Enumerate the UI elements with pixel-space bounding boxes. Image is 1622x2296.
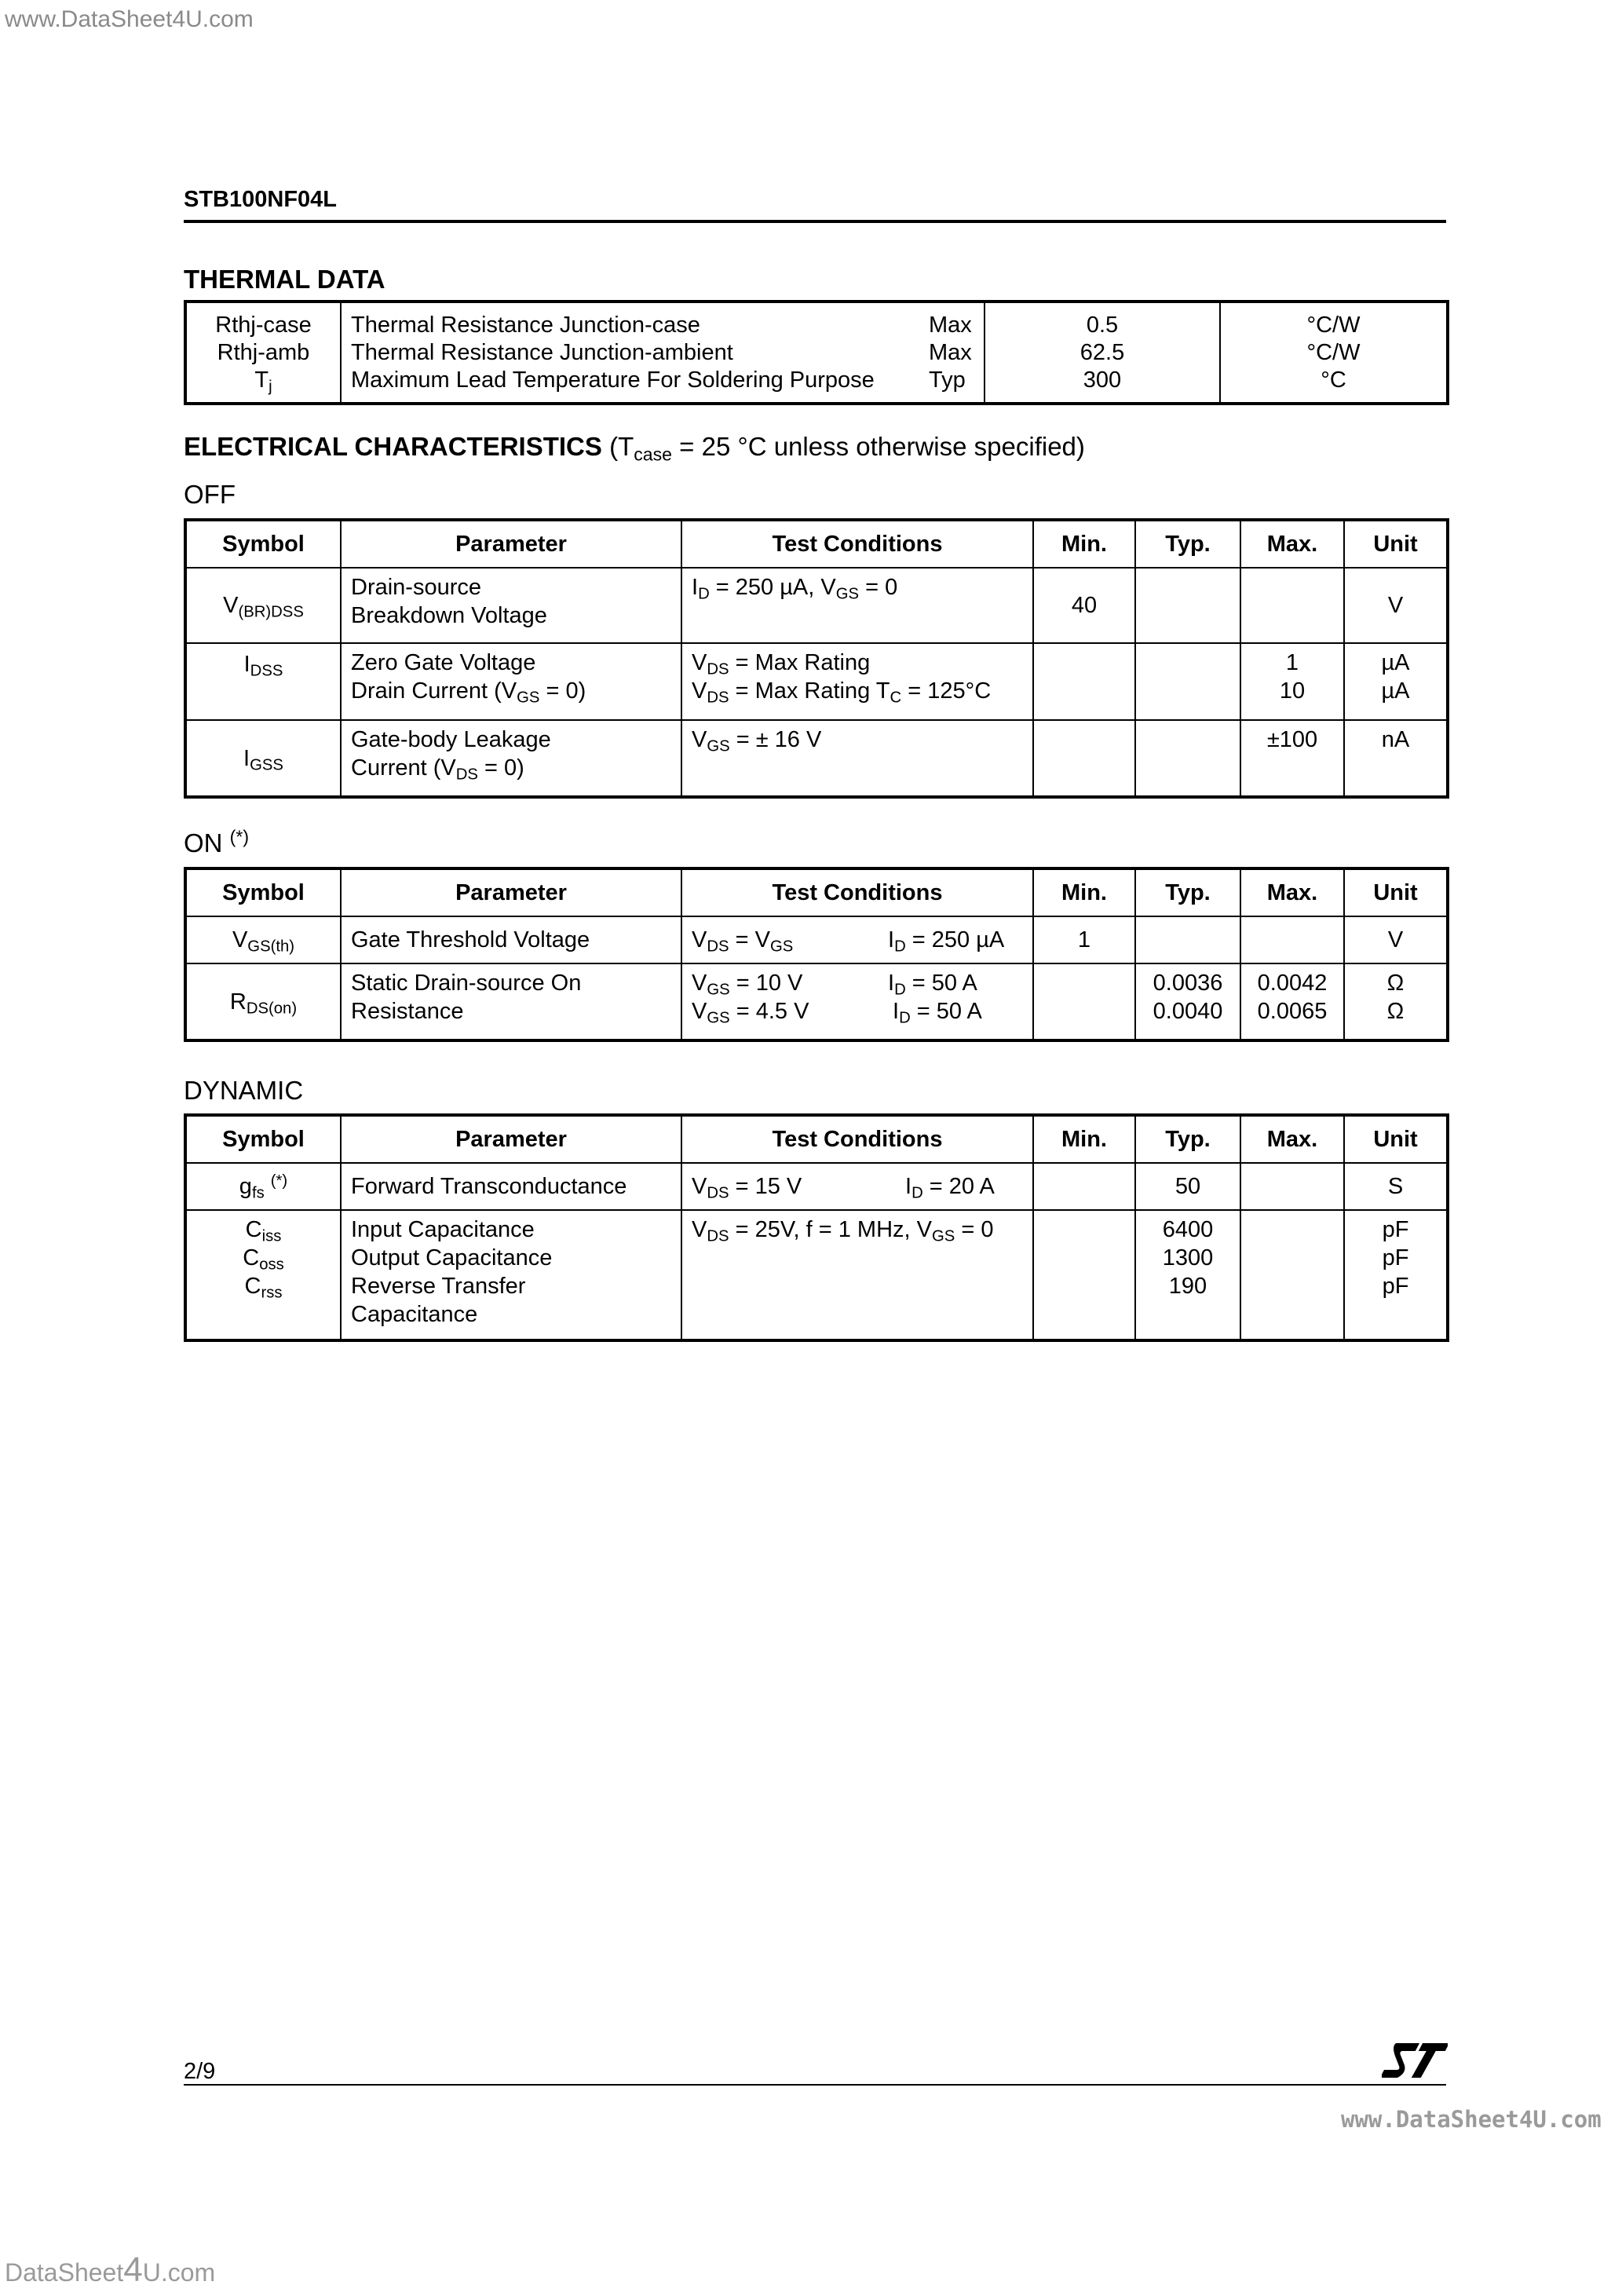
- col-unit: Unit: [1344, 868, 1448, 916]
- table-row: [185, 916, 1448, 963]
- conditions-cell: $V_{DS}$ = Max Rating $V_{DS}$ = Max Rating $T_C = 125^\circ C$: [681, 643, 1033, 720]
- col-max: Max.: [1240, 868, 1344, 916]
- page-number: 2/9: [184, 2059, 216, 2084]
- unit-cell: Ω Ω: [1344, 963, 1448, 1040]
- footer-rule: [184, 2084, 1446, 2086]
- parameter-cell: Gate-body Leakage Current $(V_{DS} = 0)$: [341, 720, 681, 797]
- col-max: Max.: [1240, 520, 1344, 568]
- watermark-bottom: DataSheet4U.com: [5, 2250, 216, 2289]
- symbol-cell: $R_{DS(on)}$: [185, 963, 341, 1040]
- col-test-conditions: Test Conditions: [681, 1115, 1033, 1163]
- parameter-cell: Input Capacitance Output Capacitance Reverse Transfer Capacitance: [341, 1210, 681, 1340]
- max-cell: [1240, 1210, 1344, 1340]
- col-max: Max.: [1240, 1115, 1344, 1163]
- dynamic-header-row: [185, 1115, 1448, 1163]
- col-symbol: Symbol: [185, 868, 341, 916]
- unit-cell: S: [1344, 1163, 1448, 1210]
- max-cell: 0.0042 0.0065: [1240, 963, 1344, 1040]
- col-unit: Unit: [1344, 520, 1448, 568]
- symbol-cell: $I_{GSS}$: [185, 720, 341, 797]
- dynamic-title: DYNAMIC: [184, 1076, 304, 1105]
- symbol-cell: $V_{GS(th)}$: [185, 916, 341, 963]
- max-cell: [1240, 1163, 1344, 1210]
- conditions-cell: $V_{DS} = 15$ V $I_D = 20$ A: [681, 1163, 1033, 1210]
- thermal-units: °C/W °C/W °C: [1220, 302, 1448, 404]
- min-cell: 40: [1033, 568, 1135, 643]
- col-unit: Unit: [1344, 1115, 1448, 1163]
- symbol-cell: $C_{iss}$ $C_{oss}$ $C_{rss}$: [185, 1210, 341, 1340]
- col-typ: Typ.: [1135, 1115, 1240, 1163]
- typ-cell: [1135, 568, 1240, 643]
- min-cell: [1033, 963, 1135, 1040]
- table-row: [185, 643, 1448, 720]
- header-rule: [184, 220, 1446, 223]
- col-parameter: Parameter: [341, 520, 681, 568]
- unit-cell: µA µA: [1344, 643, 1448, 720]
- thermal-symbols: Rthj-case Rthj-amb $T_j$: [185, 302, 341, 404]
- conditions-cell: $V_{GS} = 10$ V $I_D = 50$ A $V_{GS} = 4.5$ V $I_D = 50$ A: [681, 963, 1033, 1040]
- min-cell: [1033, 1210, 1135, 1340]
- min-cell: [1033, 1163, 1135, 1210]
- watermark-right: www.DataSheet4U.com: [1341, 2106, 1602, 2133]
- max-cell: [1240, 568, 1344, 643]
- watermark-top: www.DataSheet4U.com: [5, 6, 254, 32]
- symbol-cell: $g_{fs}$ (*): [185, 1163, 341, 1210]
- col-symbol: Symbol: [185, 520, 341, 568]
- col-parameter: Parameter: [341, 1115, 681, 1163]
- unit-cell: nA: [1344, 720, 1448, 797]
- parameter-cell: Static Drain-source On Resistance: [341, 963, 681, 1040]
- conditions-cell: $V_{DS} = 25V$, f = 1 MHz, $V_{GS} = 0$: [681, 1210, 1033, 1340]
- col-typ: Typ.: [1135, 520, 1240, 568]
- dynamic-table: [184, 1113, 1449, 1342]
- parameter-cell: Gate Threshold Voltage: [341, 916, 681, 963]
- min-cell: [1033, 643, 1135, 720]
- col-min: Min.: [1033, 868, 1135, 916]
- symbol-cell: $I_{DSS}$: [185, 643, 341, 720]
- parameter-cell: Drain-source Breakdown Voltage: [341, 568, 681, 643]
- min-cell: [1033, 720, 1135, 797]
- conditions-cell: $V_{GS}$ = ± 16 V: [681, 720, 1033, 797]
- col-min: Min.: [1033, 1115, 1135, 1163]
- off-title: OFF: [184, 480, 236, 509]
- table-row: [185, 568, 1448, 643]
- table-row: [185, 963, 1448, 1040]
- unit-cell: V: [1344, 568, 1448, 643]
- col-parameter: Parameter: [341, 868, 681, 916]
- col-typ: Typ.: [1135, 868, 1240, 916]
- off-header-row: [185, 520, 1448, 568]
- on-title: ON (*): [184, 826, 250, 857]
- st-logo: [1382, 2038, 1448, 2082]
- unit-cell: V: [1344, 916, 1448, 963]
- parameter-cell: Zero Gate Voltage Drain Current $(V_{GS} = 0)$: [341, 643, 681, 720]
- max-cell: 1 10: [1240, 643, 1344, 720]
- thermal-values: 0.5 62.5 300: [985, 302, 1220, 404]
- min-cell: 1: [1033, 916, 1135, 963]
- typ-cell: [1135, 643, 1240, 720]
- table-row: [185, 720, 1448, 797]
- typ-cell: 6400 1300 190: [1135, 1210, 1240, 1340]
- on-table: [184, 867, 1449, 1042]
- typ-cell: [1135, 720, 1240, 797]
- max-cell: ±100: [1240, 720, 1344, 797]
- off-table: [184, 518, 1449, 799]
- table-row: [185, 1210, 1448, 1340]
- conditions-cell: $V_{DS} = V_{GS}$ $I_D = 250$ µA: [681, 916, 1033, 963]
- typ-cell: 50: [1135, 1163, 1240, 1210]
- col-min: Min.: [1033, 520, 1135, 568]
- thermal-table: [184, 300, 1449, 405]
- col-test-conditions: Test Conditions: [681, 868, 1033, 916]
- typ-cell: 0.0036 0.0040: [1135, 963, 1240, 1040]
- typ-cell: [1135, 916, 1240, 963]
- thermal-title: THERMAL DATA: [184, 265, 385, 294]
- col-symbol: Symbol: [185, 1115, 341, 1163]
- on-header-row: [185, 868, 1448, 916]
- thermal-parameters: Thermal Resistance Junction-case Max Thermal Resistance Junction-ambient Max Maximum Lead Temperature For Soldering Purpose Typ: [341, 302, 985, 404]
- symbol-cell: $V_{(BR)DSS}$: [185, 568, 341, 643]
- table-row: [185, 1163, 1448, 1210]
- electrical-title: ELECTRICAL CHARACTERISTICS ($T_{case} = 25$ °C unless otherwise specified): [184, 432, 1085, 465]
- parameter-cell: Forward Transconductance: [341, 1163, 681, 1210]
- col-test-conditions: Test Conditions: [681, 520, 1033, 568]
- max-cell: [1240, 916, 1344, 963]
- conditions-cell: $I_D = 250$ µA, $V_{GS} = 0$: [681, 568, 1033, 643]
- unit-cell: pF pF pF: [1344, 1210, 1448, 1340]
- part-number: STB100NF04L: [184, 187, 338, 212]
